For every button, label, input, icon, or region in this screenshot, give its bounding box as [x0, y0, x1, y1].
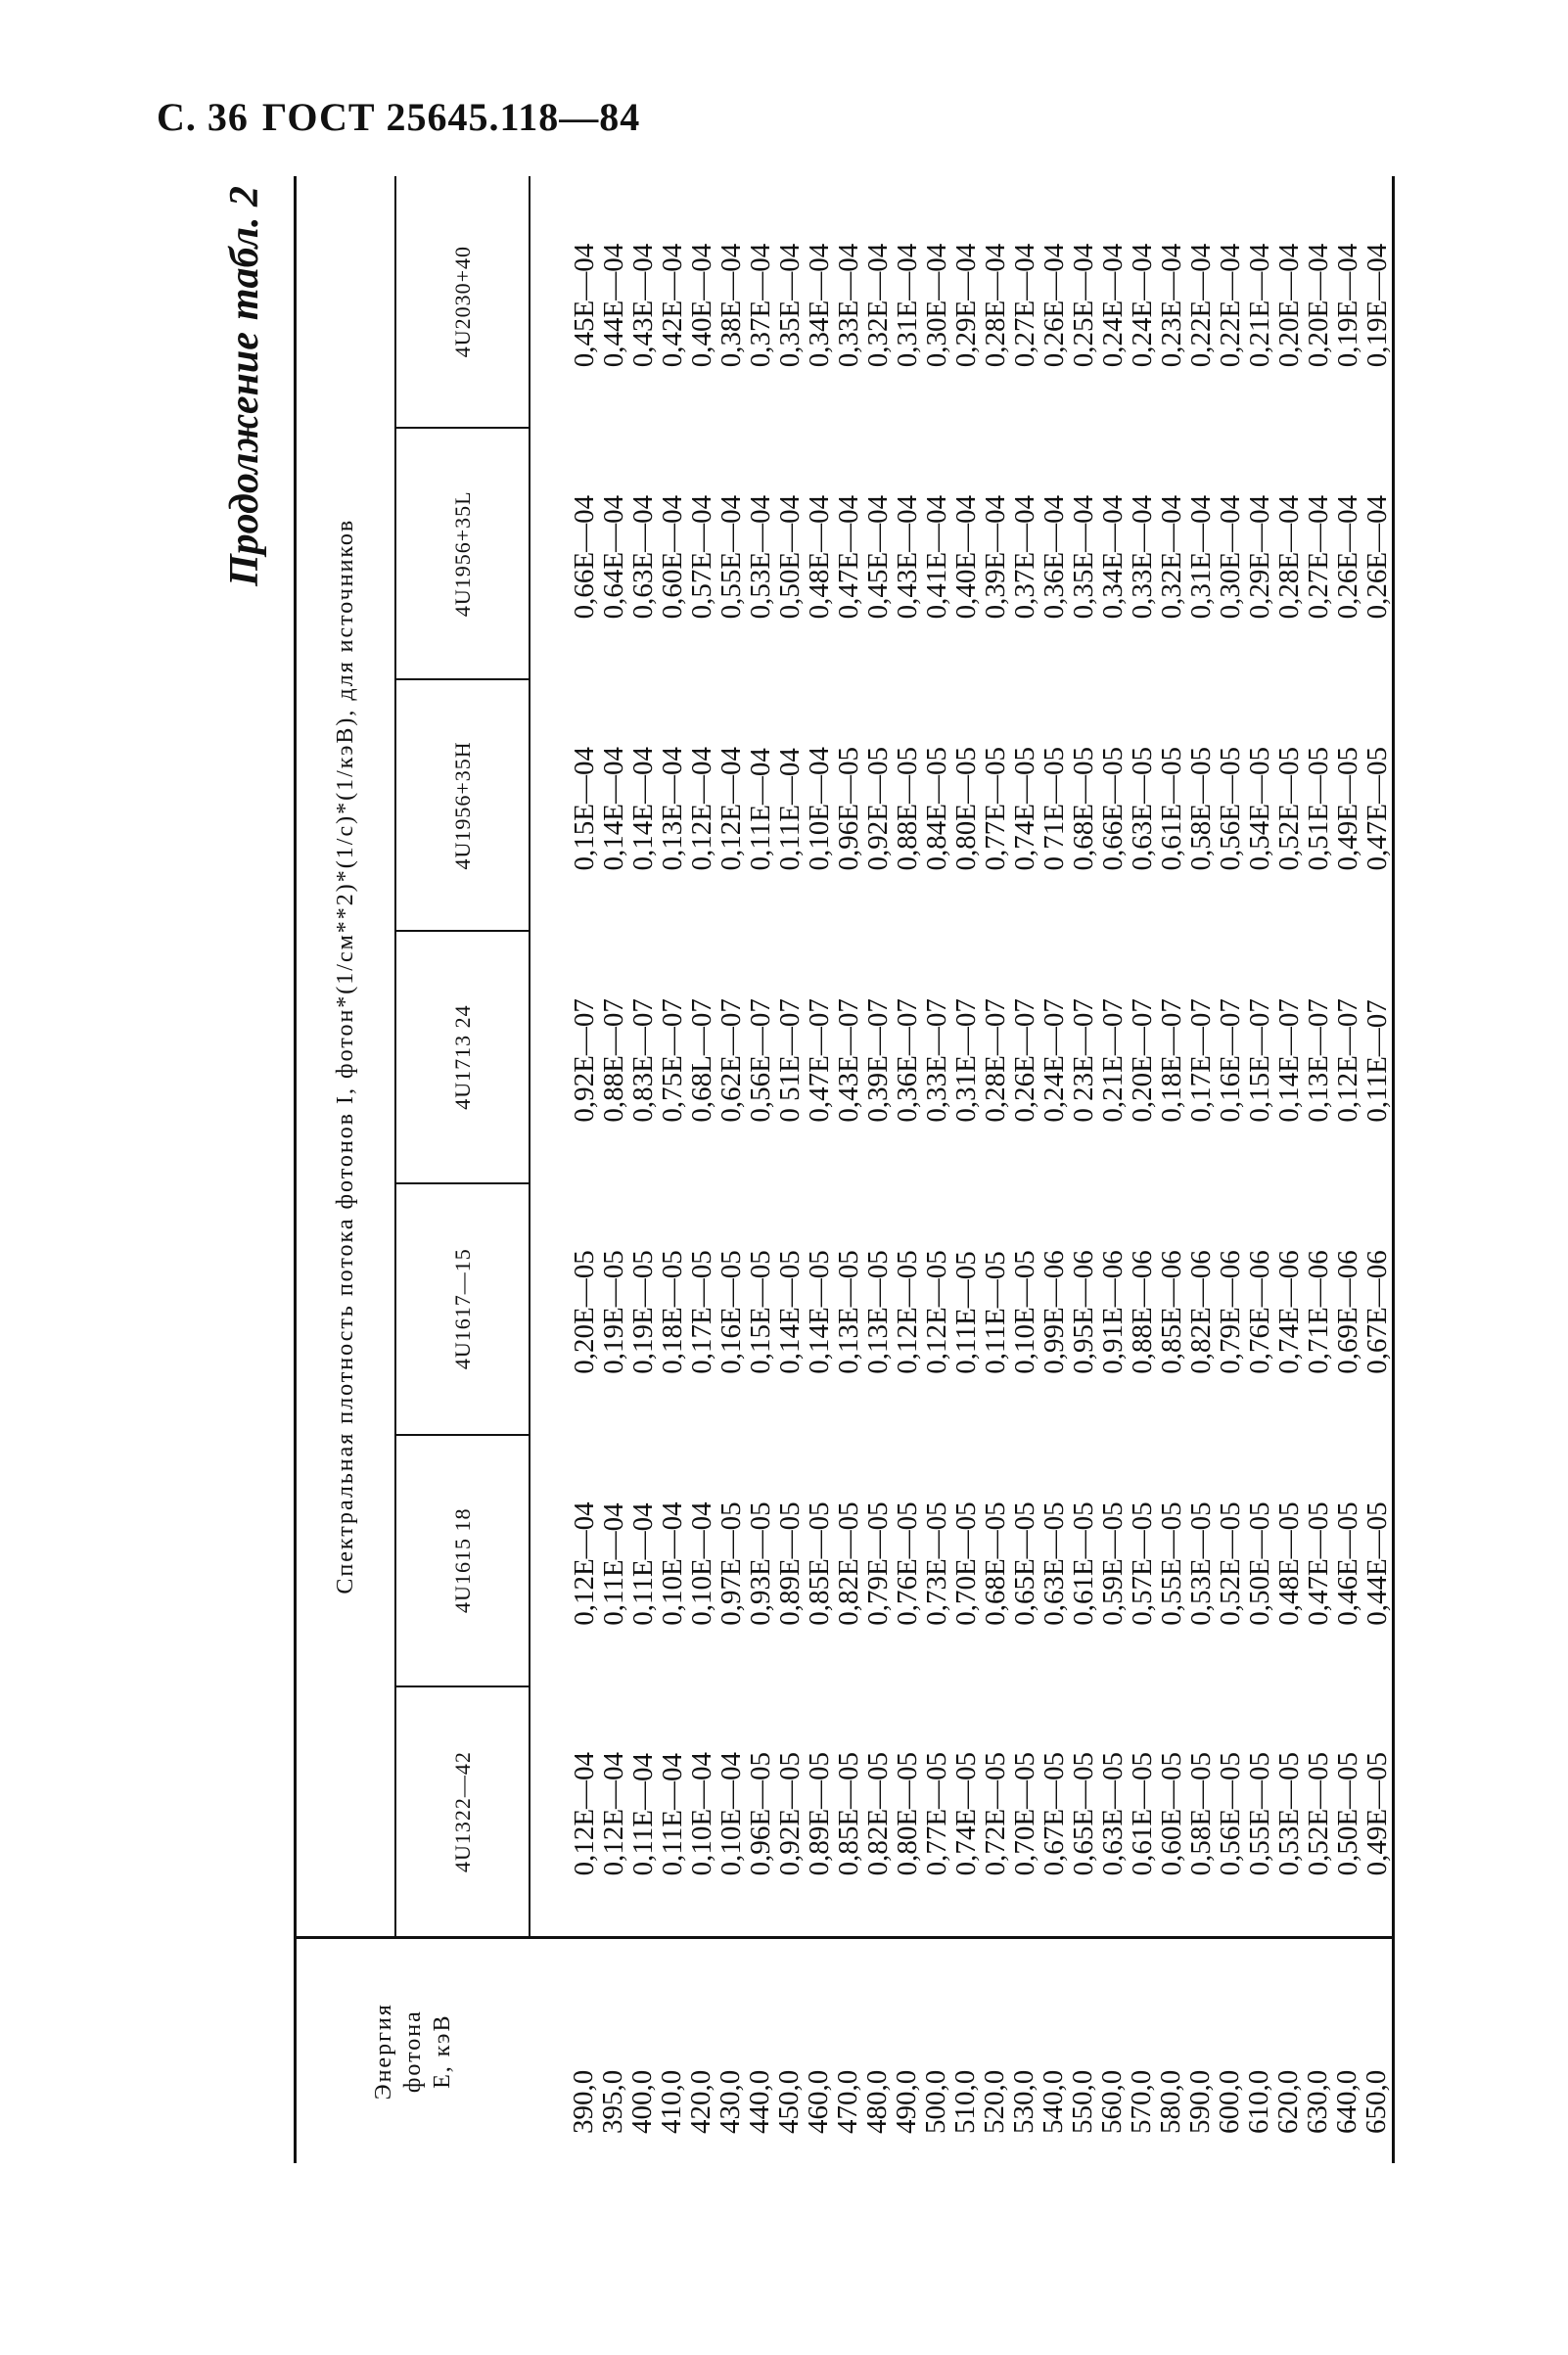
- flux-value: 0,45E—04: [862, 494, 894, 620]
- flux-value: 0,88E—07: [598, 998, 629, 1123]
- flux-value: 0,85E—05: [833, 1751, 864, 1876]
- flux-value: 0,39E—04: [980, 494, 1011, 620]
- flux-value: 0,89E—05: [774, 1501, 806, 1626]
- flux-value: 0,16E—07: [1215, 998, 1246, 1123]
- flux-value: 0,19E—04: [1332, 243, 1363, 368]
- flux-value: 0,52E—05: [1215, 1501, 1246, 1626]
- flux-value: 0,28E—04: [980, 243, 1011, 368]
- page-header: [157, 94, 640, 140]
- flux-value: 0,43E—07: [833, 998, 864, 1123]
- page-number: С. 36: [157, 95, 249, 139]
- energy-value: 640,0: [1331, 2069, 1362, 2134]
- flux-value: 0,10E—05: [1009, 1250, 1040, 1374]
- energy-value: 510,0: [949, 2069, 981, 2134]
- flux-value: 0,66E—05: [1097, 747, 1129, 871]
- flux-value: 0,20E—04: [1273, 243, 1305, 368]
- source-header: 4U1956+35L: [395, 428, 530, 679]
- flux-value: 0,26E—07: [1009, 998, 1040, 1123]
- energy-value: 570,0: [1126, 2069, 1157, 2134]
- flux-value: 0,40E—04: [686, 243, 717, 368]
- flux-value: 0,29E—04: [950, 243, 982, 368]
- flux-value: 0,16E—05: [715, 1250, 747, 1374]
- flux-value: 0,47E—05: [1361, 747, 1393, 871]
- flux-value: 0,14E—05: [804, 1250, 835, 1374]
- flux-value: 0,59E—05: [1097, 1501, 1129, 1626]
- flux-value: 0,77E—05: [921, 1751, 952, 1876]
- flux-value: 0,14E—07: [1273, 998, 1305, 1123]
- energy-value: 470,0: [832, 2069, 863, 2134]
- flux-value: 0,38E—04: [715, 243, 747, 368]
- flux-value: 0,45E—04: [569, 243, 600, 368]
- energy-value: 520,0: [979, 2069, 1010, 2134]
- flux-value: 0,88E—06: [1127, 1250, 1158, 1374]
- flux-value: 0,21E—04: [1244, 243, 1275, 368]
- flux-value: 0,49E—05: [1332, 747, 1363, 871]
- flux-value: 0,43E—04: [627, 243, 659, 368]
- energy-value: 580,0: [1155, 2069, 1186, 2134]
- flux-value: 0,31E—04: [892, 243, 923, 368]
- energy-value: 420,0: [685, 2069, 716, 2134]
- energy-value: 430,0: [715, 2069, 746, 2134]
- flux-value: 0,12E—05: [892, 1250, 923, 1374]
- flux-value: 0,19E—05: [598, 1250, 629, 1374]
- flux-value: 0,12E—05: [921, 1250, 952, 1374]
- spectral-density-table: [294, 176, 1395, 2163]
- flux-value: 0,71E—06: [1303, 1250, 1334, 1374]
- energy-value: 410,0: [656, 2069, 687, 2134]
- flux-value: 0,68L—07: [686, 998, 717, 1123]
- flux-value: 0,92E—05: [774, 1751, 806, 1876]
- flux-value: 0,47E—05: [1303, 1501, 1334, 1626]
- flux-value: 0,17E—07: [1185, 998, 1217, 1123]
- flux-value: 0,56E—07: [745, 998, 776, 1123]
- flux-value: 0,39E—07: [862, 998, 894, 1123]
- flux-value: 0,55E—05: [1156, 1501, 1187, 1626]
- flux-value: 0,53E—05: [1185, 1501, 1217, 1626]
- flux-value: 0,47E—04: [833, 494, 864, 620]
- flux-value: 0,22E—04: [1215, 243, 1246, 368]
- flux-value: 0,50E—04: [774, 494, 806, 620]
- flux-value: 0,70E—05: [1009, 1751, 1040, 1876]
- source-header: 4U1713 24: [395, 931, 530, 1182]
- flux-value: 0,61E—05: [1068, 1501, 1099, 1626]
- flux-value: 0,23E—04: [1156, 243, 1187, 368]
- flux-value: 0,24E—04: [1097, 243, 1129, 368]
- source-values-column: [530, 176, 1394, 428]
- flux-value: 0 71E—05: [1038, 747, 1070, 871]
- energy-value: 630,0: [1302, 2069, 1333, 2134]
- flux-value: 0,46E—05: [1332, 1501, 1363, 1626]
- flux-value: 0,31E—04: [1185, 494, 1217, 620]
- flux-value: 0,20E—05: [569, 1250, 600, 1374]
- flux-value: 0,52E—05: [1303, 1751, 1334, 1876]
- flux-value: 0,72E—05: [980, 1751, 1011, 1876]
- flux-value: 0,74E—05: [950, 1751, 982, 1876]
- flux-value: 0,13E—05: [862, 1250, 894, 1374]
- flux-value: 0,10E—04: [686, 1751, 717, 1876]
- flux-value: 0,13E—05: [833, 1250, 864, 1374]
- flux-value: 0,56E—05: [1215, 747, 1246, 871]
- energy-values-column: [530, 1938, 1394, 2163]
- flux-value: 0,79E—05: [862, 1501, 894, 1626]
- flux-value: 0,12E—07: [1332, 998, 1363, 1123]
- flux-value: 0,80E—05: [892, 1751, 923, 1876]
- continuation-label: Продолжение: [222, 332, 267, 586]
- flux-value: 0 23E—07: [1068, 998, 1099, 1123]
- flux-value: 0,55E—04: [715, 494, 747, 620]
- source-values-column: [530, 1686, 1394, 1938]
- flux-value: 0,11E—04: [627, 1502, 659, 1626]
- table-reference: табл. 2: [222, 186, 267, 321]
- flux-value: 0,62E—07: [715, 998, 747, 1123]
- flux-value: 0,27E—04: [1009, 243, 1040, 368]
- flux-value: 0,91E—06: [1097, 1250, 1129, 1374]
- flux-value: 0,52E—05: [1273, 747, 1305, 871]
- energy-value: 490,0: [891, 2069, 922, 2134]
- flux-value: 0,92E—07: [569, 998, 600, 1123]
- flux-value: 0,31E—07: [950, 998, 982, 1123]
- flux-value: 0,61E—05: [1127, 1751, 1158, 1876]
- flux-value: 0 51E—07: [774, 998, 806, 1123]
- flux-value: 0,10E—04: [804, 747, 835, 871]
- group-header: Спектральная плотность потока фотонов I, фотон*(1/см**2)*(1/с)*(1/кэВ), для источников: [296, 176, 396, 1938]
- energy-value: 460,0: [803, 2069, 834, 2134]
- flux-value: 0,43E—04: [892, 494, 923, 620]
- flux-value: 0,37E—04: [1009, 494, 1040, 620]
- flux-value: 0,67E—06: [1361, 1250, 1393, 1374]
- flux-value: 0,26E—04: [1038, 243, 1070, 368]
- flux-value: 0,53E—05: [1273, 1751, 1305, 1876]
- flux-value: 0,36E—04: [1038, 494, 1070, 620]
- flux-value: 0,50E—05: [1244, 1501, 1275, 1626]
- flux-value: 0,26E—04: [1361, 494, 1393, 620]
- flux-value: 0,58E—05: [1185, 1751, 1217, 1876]
- flux-value: 0,53E—04: [745, 494, 776, 620]
- flux-value: 0,83E—07: [627, 998, 659, 1123]
- flux-value: 0,65E—05: [1068, 1751, 1099, 1876]
- table-continuation-caption: [215, 186, 274, 586]
- flux-value: 0,28E—07: [980, 998, 1011, 1123]
- flux-value: 0,36E—07: [892, 998, 923, 1123]
- flux-value: 0,48E—04: [804, 494, 835, 620]
- flux-value: 0,65E—05: [1009, 1501, 1040, 1626]
- flux-value: 0,60E—05: [1156, 1751, 1187, 1876]
- flux-value: 0,30E—04: [1215, 494, 1246, 620]
- flux-value: 0,51E—05: [1303, 747, 1334, 871]
- energy-header-line: E, кэВ: [430, 2013, 455, 2089]
- flux-value: 0,10E—04: [715, 1751, 747, 1876]
- flux-value: 0,24E—07: [1038, 998, 1070, 1123]
- flux-value: 0,11E—04: [657, 1753, 688, 1876]
- energy-value: 450,0: [773, 2069, 805, 2134]
- flux-value: 0,30E—04: [921, 243, 952, 368]
- flux-value: 0,66E—04: [569, 494, 600, 620]
- energy-value: 440,0: [744, 2069, 775, 2134]
- flux-value: 0,18E—07: [1156, 998, 1187, 1123]
- source-header: 4U1615 18: [395, 1435, 530, 1686]
- rotated-table-block: [215, 176, 1393, 2163]
- source-values-column: [530, 679, 1394, 931]
- energy-value: 540,0: [1038, 2069, 1069, 2134]
- flux-value: 0,15E—04: [569, 747, 600, 871]
- energy-value: 400,0: [626, 2069, 658, 2134]
- flux-value: 0,33E—07: [921, 998, 952, 1123]
- energy-value: 395,0: [597, 2069, 628, 2134]
- flux-value: 0,11E—07: [1361, 999, 1393, 1123]
- flux-value: 0,17E—05: [686, 1250, 717, 1374]
- source-values-column: [530, 428, 1394, 679]
- source-values-column: [530, 931, 1394, 1182]
- flux-value: 0,32E—04: [862, 243, 894, 368]
- flux-value: 0,21E—07: [1097, 998, 1129, 1123]
- standard-code: ГОСТ 25645.118—84: [261, 95, 641, 139]
- flux-value: 0,14E—05: [774, 1250, 806, 1374]
- flux-value: 0,61E—05: [1156, 747, 1187, 871]
- flux-value: 0,11E—04: [627, 1753, 659, 1876]
- flux-value: 0,69E—06: [1332, 1250, 1363, 1374]
- flux-value: 0,89E—05: [804, 1751, 835, 1876]
- flux-value: 0,11E—05: [950, 1251, 982, 1374]
- flux-value: 0,14E—04: [627, 747, 659, 871]
- flux-value: 0,57E—05: [1127, 1501, 1158, 1626]
- flux-value: 0,50E—05: [1332, 1751, 1363, 1876]
- flux-value: 0,29E—04: [1244, 494, 1275, 620]
- energy-value: 550,0: [1067, 2069, 1098, 2134]
- flux-value: 0,13E—04: [657, 747, 688, 871]
- flux-value: 0,93E—05: [745, 1501, 776, 1626]
- source-header: 4U2030+40: [395, 176, 530, 428]
- flux-value: 0,60E—04: [657, 494, 688, 620]
- flux-value: 0,73E—05: [921, 1501, 952, 1626]
- flux-value: 0,75E—07: [657, 998, 688, 1123]
- flux-value: 0,99E—06: [1038, 1250, 1070, 1374]
- flux-value: 0,20E—04: [1303, 243, 1334, 368]
- flux-value: 0,18E—05: [657, 1250, 688, 1374]
- flux-value: 0,28E—04: [1273, 494, 1305, 620]
- flux-value: 0,96E—05: [745, 1751, 776, 1876]
- flux-value: 0,37E—04: [745, 243, 776, 368]
- flux-value: 0,79E—06: [1215, 1250, 1246, 1374]
- table-body-row: [530, 176, 1394, 2163]
- flux-value: 0,19E—04: [1361, 243, 1393, 368]
- energy-value: 590,0: [1184, 2069, 1216, 2134]
- flux-value: 0,57E—04: [686, 494, 717, 620]
- flux-value: 0,11E—04: [598, 1502, 629, 1626]
- flux-value: 0,49E—05: [1361, 1751, 1393, 1876]
- flux-value: 0,14E—04: [598, 747, 629, 871]
- flux-value: 0,11E—04: [745, 748, 776, 871]
- flux-value: 0,95E—06: [1068, 1250, 1099, 1374]
- energy-column-header: [296, 1938, 530, 2163]
- flux-value: 0,20E—07: [1127, 998, 1158, 1123]
- flux-value: 0,54E—05: [1244, 747, 1275, 871]
- flux-value: 0,84E—05: [921, 747, 952, 871]
- flux-value: 0,82E—05: [833, 1501, 864, 1626]
- flux-value: 0,33E—04: [833, 243, 864, 368]
- energy-value: 480,0: [861, 2069, 893, 2134]
- flux-value: 0,44E—05: [1361, 1501, 1393, 1626]
- flux-value: 0,96E—05: [833, 747, 864, 871]
- energy-value: 500,0: [920, 2069, 951, 2134]
- flux-value: 0,63E—05: [1127, 747, 1158, 871]
- flux-value: 0,80E—05: [950, 747, 982, 871]
- flux-value: 0,40E—04: [950, 494, 982, 620]
- flux-value: 0,12E—04: [686, 747, 717, 871]
- flux-value: 0,35E—04: [1068, 494, 1099, 620]
- flux-value: 0,19E—05: [627, 1250, 659, 1374]
- flux-value: 0,68E—05: [980, 1501, 1011, 1626]
- flux-value: 0,48E—05: [1273, 1501, 1305, 1626]
- flux-value: 0,11E—04: [774, 748, 806, 871]
- flux-value: 0,12E—04: [569, 1501, 600, 1626]
- flux-value: 0,13E—07: [1303, 998, 1334, 1123]
- flux-value: 0,12E—04: [569, 1751, 600, 1876]
- flux-value: 0,25E—04: [1068, 243, 1099, 368]
- flux-value: 0,92E—05: [862, 747, 894, 871]
- energy-value: 390,0: [568, 2069, 599, 2134]
- flux-value: 0,82E—05: [862, 1751, 894, 1876]
- flux-value: 0,15E—07: [1244, 998, 1275, 1123]
- flux-value: 0,35E—04: [774, 243, 806, 368]
- flux-value: 0,56E—05: [1215, 1751, 1246, 1876]
- flux-value: 0,27E—04: [1303, 494, 1334, 620]
- flux-value: 0,10E—04: [657, 1501, 688, 1626]
- flux-value: 0,58E—05: [1185, 747, 1217, 871]
- energy-header-line: Энергия: [371, 2003, 396, 2101]
- energy-value: 610,0: [1243, 2069, 1274, 2134]
- source-values-column: [530, 1435, 1394, 1686]
- flux-value: 0,76E—06: [1244, 1250, 1275, 1374]
- flux-value: 0,33E—04: [1127, 494, 1158, 620]
- flux-value: 0,77E—05: [980, 747, 1011, 871]
- energy-value: 650,0: [1360, 2069, 1392, 2134]
- flux-value: 0,44E—04: [598, 243, 629, 368]
- flux-value: 0,24E—04: [1127, 243, 1158, 368]
- flux-value: 0,55E—05: [1244, 1751, 1275, 1876]
- flux-value: 0,26E—04: [1332, 494, 1363, 620]
- source-header: 4U1617—15: [395, 1183, 530, 1435]
- flux-value: 0,10E—04: [686, 1501, 717, 1626]
- flux-value: 0,74E—05: [1009, 747, 1040, 871]
- energy-value: 560,0: [1096, 2069, 1128, 2134]
- flux-value: 0,67E—05: [1038, 1751, 1070, 1876]
- source-header: 4U1322—42: [395, 1686, 530, 1938]
- flux-value: 0,12E—04: [598, 1751, 629, 1876]
- flux-value: 0,42E—04: [657, 243, 688, 368]
- flux-value: 0,32E—04: [1156, 494, 1187, 620]
- energy-header-line: фотона: [400, 2009, 426, 2094]
- energy-value: 620,0: [1272, 2069, 1304, 2134]
- flux-value: 0,64E—04: [598, 494, 629, 620]
- flux-value: 0,85E—06: [1156, 1250, 1187, 1374]
- flux-value: 0,82E—06: [1185, 1250, 1217, 1374]
- flux-value: 0,34E—04: [1097, 494, 1129, 620]
- flux-value: 0,63E—05: [1097, 1751, 1129, 1876]
- source-values-column: [530, 1183, 1394, 1435]
- flux-value: 0,88E—05: [892, 747, 923, 871]
- flux-value: 0,97E—05: [715, 1501, 747, 1626]
- flux-value: 0,11E—05: [980, 1251, 1011, 1374]
- flux-value: 0,74E—06: [1273, 1250, 1305, 1374]
- flux-value: 0,22E—04: [1185, 243, 1217, 368]
- energy-value: 600,0: [1214, 2069, 1245, 2134]
- flux-value: 0,12E—04: [715, 747, 747, 871]
- flux-value: 0,85E—05: [804, 1501, 835, 1626]
- flux-value: 0,63E—04: [627, 494, 659, 620]
- source-header: 4U1956+35H: [395, 679, 530, 931]
- flux-value: 0,41E—04: [921, 494, 952, 620]
- flux-value: 0,76E—05: [892, 1501, 923, 1626]
- flux-value: 0,63E—05: [1038, 1501, 1070, 1626]
- flux-value: 0,70E—05: [950, 1501, 982, 1626]
- flux-value: 0,47E—07: [804, 998, 835, 1123]
- flux-value: 0,68E—05: [1068, 747, 1099, 871]
- energy-value: 530,0: [1008, 2069, 1039, 2134]
- flux-value: 0,34E—04: [804, 243, 835, 368]
- flux-value: 0,15E—05: [745, 1250, 776, 1374]
